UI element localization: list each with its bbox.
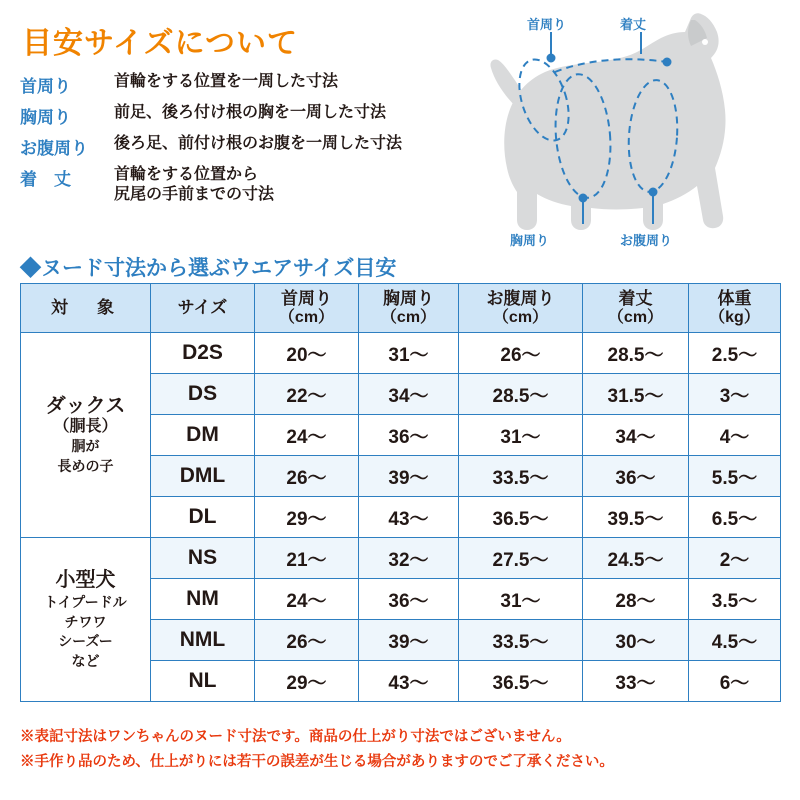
column-header-neck-unit: （cm） <box>278 308 335 326</box>
cell-neck: 29〜 <box>255 497 359 538</box>
size-table <box>20 283 781 702</box>
cell-length: 36〜 <box>583 456 689 497</box>
definition-item-length <box>20 165 490 205</box>
illustration-label-belly: お腹周り <box>620 233 673 248</box>
cell-chest: 36〜 <box>359 579 459 620</box>
cell-neck: 21〜 <box>255 538 359 579</box>
dog-illustration-svg <box>455 8 795 258</box>
cell-size: NL <box>151 661 255 702</box>
dog-measurement-illustration <box>455 8 795 258</box>
cell-weight: 3〜 <box>689 374 781 415</box>
cell-chest: 31〜 <box>359 333 459 374</box>
group-label-main: ダックス <box>45 394 126 417</box>
column-header-chest-unit: （cm） <box>380 308 437 326</box>
column-header-target: 対 象 <box>21 284 151 333</box>
cell-size: DS <box>151 374 255 415</box>
cell-neck: 24〜 <box>255 415 359 456</box>
cell-length: 34〜 <box>583 415 689 456</box>
footnotes <box>20 728 790 778</box>
cell-chest: 43〜 <box>359 497 459 538</box>
cell-length: 24.5〜 <box>583 538 689 579</box>
definition-description: 後ろ足、前付け根のお腹を一周した寸法 <box>114 135 403 152</box>
column-header-length-main: 着丈 <box>618 289 653 309</box>
column-header-length <box>583 284 689 333</box>
cell-length: 28〜 <box>583 579 689 620</box>
illustration-label-chest: 胸周り <box>510 233 550 248</box>
cell-length: 31.5〜 <box>583 374 689 415</box>
column-header-belly-unit: （cm） <box>492 308 549 326</box>
column-header-weight <box>689 284 781 333</box>
definition-description-line2: 尻尾の手前までの寸法 <box>114 186 275 203</box>
column-header-neck-main: 首周り <box>281 289 332 309</box>
cell-neck: 29〜 <box>255 661 359 702</box>
size-table-header <box>21 284 781 333</box>
cell-size: NS <box>151 538 255 579</box>
table-row <box>21 333 781 374</box>
group-label-dachshund <box>21 333 151 538</box>
definition-description: 前足、後ろ付け根の胸を一周した寸法 <box>114 104 387 121</box>
cell-length: 30〜 <box>583 620 689 661</box>
size-table-body <box>21 333 781 702</box>
cell-chest: 43〜 <box>359 661 459 702</box>
cell-length: 33〜 <box>583 661 689 702</box>
definition-list <box>20 72 490 211</box>
cell-belly: 33.5〜 <box>459 456 583 497</box>
column-header-belly <box>459 284 583 333</box>
definition-description-line1: 首輪をする位置から <box>114 166 259 183</box>
cell-belly: 26〜 <box>459 333 583 374</box>
definition-description <box>114 165 274 205</box>
cell-weight: 4〜 <box>689 415 781 456</box>
cell-neck: 22〜 <box>255 374 359 415</box>
cell-weight: 5.5〜 <box>689 456 781 497</box>
cell-neck: 20〜 <box>255 333 359 374</box>
cell-weight: 2〜 <box>689 538 781 579</box>
column-header-chest <box>359 284 459 333</box>
cell-length: 28.5〜 <box>583 333 689 374</box>
group-label-small-dog <box>21 538 151 702</box>
definition-item-chest <box>20 103 490 128</box>
group-label-note-line2: 長めの子 <box>57 457 114 474</box>
cell-length: 39.5〜 <box>583 497 689 538</box>
cell-chest: 34〜 <box>359 374 459 415</box>
cell-size: DML <box>151 456 255 497</box>
column-header-weight-main: 体重 <box>717 289 752 309</box>
table-row <box>21 538 781 579</box>
cell-neck: 26〜 <box>255 620 359 661</box>
column-header-belly-main: お腹周り <box>486 289 555 309</box>
column-header-neck <box>255 284 359 333</box>
definition-item-neck <box>20 72 490 97</box>
cell-neck: 24〜 <box>255 579 359 620</box>
group-label-note-line4: など <box>71 652 100 669</box>
cell-weight: 4.5〜 <box>689 620 781 661</box>
cell-belly: 27.5〜 <box>459 538 583 579</box>
cell-chest: 39〜 <box>359 620 459 661</box>
table-header-row <box>21 284 781 333</box>
cell-chest: 32〜 <box>359 538 459 579</box>
cell-size: NML <box>151 620 255 661</box>
footnote-1: ※表記寸法はワンちゃんのヌード寸法です。商品の仕上がり寸法ではございません。 <box>20 729 571 745</box>
cell-belly: 31〜 <box>459 415 583 456</box>
cell-belly: 36.5〜 <box>459 661 583 702</box>
column-header-size: サイズ <box>151 284 255 333</box>
cell-belly: 31〜 <box>459 579 583 620</box>
group-label-main: 小型犬 <box>55 569 116 591</box>
definition-term: お腹周り <box>20 139 88 158</box>
group-label-note-line1: トイプードル <box>44 594 127 610</box>
definition-item-belly <box>20 134 490 159</box>
group-label-note-line3: シーズー <box>58 633 113 649</box>
definition-description: 首輪をする位置を一周した寸法 <box>114 73 339 90</box>
group-label-sub: （胴長） <box>53 417 118 435</box>
cell-belly: 36.5〜 <box>459 497 583 538</box>
column-header-chest-main: 胸周り <box>383 289 434 309</box>
footnote-2: ※手作り品のため、仕上がりには若干の誤差が生じる場合がありますのでご了承ください。 <box>20 753 614 770</box>
illustration-label-neck: 首周り <box>527 17 567 32</box>
definition-term: 着 丈 <box>20 170 71 189</box>
size-table-wrapper <box>20 283 780 702</box>
cell-chest: 39〜 <box>359 456 459 497</box>
cell-size: DM <box>151 415 255 456</box>
cell-size: DL <box>151 497 255 538</box>
column-header-weight-unit: （kg） <box>709 308 760 326</box>
cell-weight: 2.5〜 <box>689 333 781 374</box>
section-heading: ◆ヌード寸法から選ぶウエアサイズ目安 <box>20 257 397 280</box>
page-title: 目安サイズについて <box>22 27 298 60</box>
cell-weight: 6.5〜 <box>689 497 781 538</box>
illustration-label-length: 着丈 <box>620 17 647 32</box>
cell-belly: 33.5〜 <box>459 620 583 661</box>
cell-size: D2S <box>151 333 255 374</box>
column-header-length-unit: （cm） <box>607 308 664 326</box>
group-label-note-line1: 胴が <box>71 438 100 455</box>
cell-size: NM <box>151 579 255 620</box>
definition-term: 胸周り <box>20 108 71 127</box>
group-label-note-line2: チワワ <box>64 613 107 630</box>
cell-weight: 3.5〜 <box>689 579 781 620</box>
cell-neck: 26〜 <box>255 456 359 497</box>
definition-term: 首周り <box>20 77 71 96</box>
cell-chest: 36〜 <box>359 415 459 456</box>
cell-weight: 6〜 <box>689 661 781 702</box>
cell-belly: 28.5〜 <box>459 374 583 415</box>
